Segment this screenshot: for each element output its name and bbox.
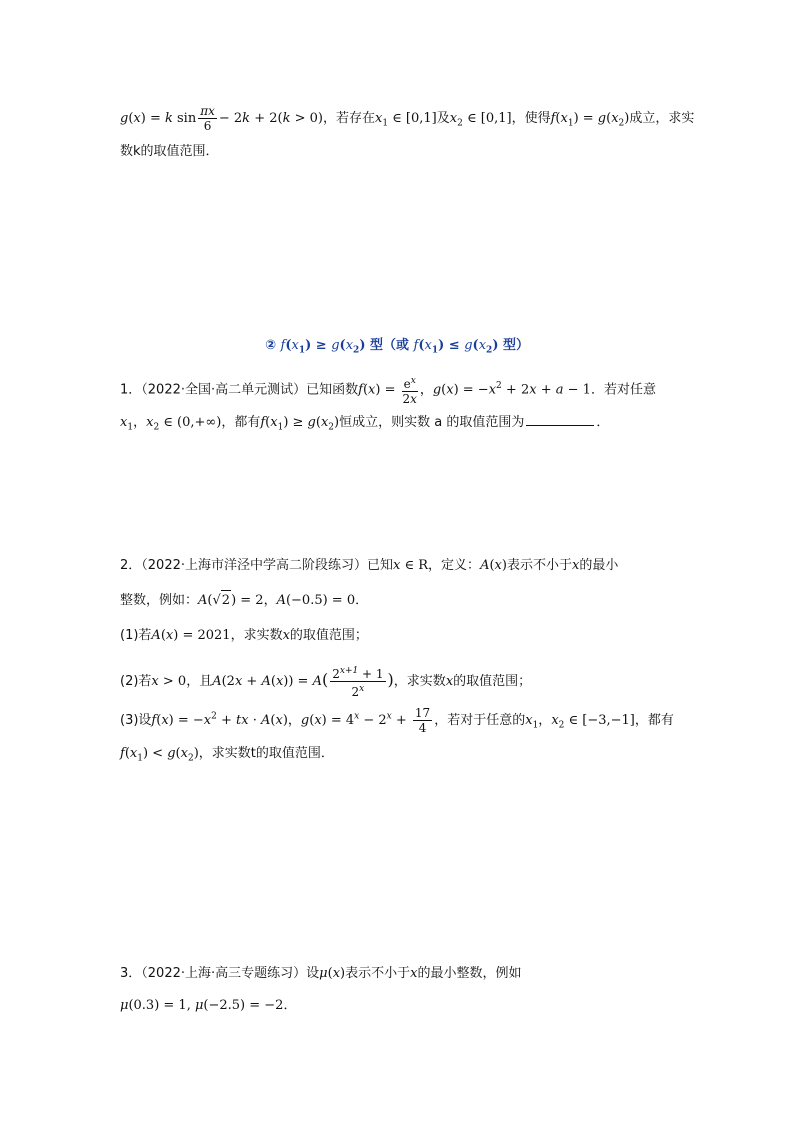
answer-blank[interactable] [526, 413, 594, 426]
intro-text-d: 成立，求实 [629, 111, 695, 126]
problem-3-line-1: 3．（2022·上海·高三专题练习）设μ(x)表示不小于x的最小整数，例如 [120, 966, 522, 981]
problem-2-q3-line-2: $f(x_1) < g(x_2)$，求实数t的取值范围． [120, 746, 334, 764]
problem-2-number: 2． [120, 558, 142, 573]
problem-1-line-2: $x_1$，$x_2$ ∈ (0,+∞)，都有$f(x_1) \ge g(x_2)$恒成立，则实数 a 的取值范围为 ． [120, 415, 610, 433]
intro-line-1: g(x) = k sin $\frac{\pi x}{6}$ − 2k + 2(k > 0)，若存在$x_1$ ∈ [0,1]及$x_2$ ∈ [0,1]，使得$f(x_1) = g(x_2)$成立，求实 [120, 104, 695, 133]
intro-line-2 [120, 142, 219, 162]
fraction-ex-2x: $\frac{e^x}{2x}$ [402, 376, 417, 406]
problem-2-q3: (3)设$f(x) = -x^2$ + tx · A(x)，$g(x) = 4^x - 2^x$ + $\frac{17}{4}$ ，若对于任意的$x_1$，$x_2$ ∈ [−3,−1]，都有 [120, 706, 674, 735]
fraction-2x1-2x: $\frac{2^{x+1} + 1}{2^x}$ [332, 666, 384, 699]
sqrt-2: 2 [221, 590, 231, 611]
problem-2-source: （2022·上海市洋泾中学高二阶段练习） [141, 558, 367, 573]
math-g-def: g [120, 111, 129, 126]
problem-2-q2: (2)若x > 0，且A(2x + A(x)) = A( $\frac{2^{x+1} + 1}{2^x}$ )，求实数x的取值范围； [120, 666, 532, 699]
heading-circled-number: ② [264, 338, 276, 353]
intro-text-a: ，若存在 [322, 111, 375, 126]
problem-1-source: （2022·全国·高二单元测试） [141, 382, 307, 398]
problem-1-line-1: 1．（2022·全国·高二单元测试）已知函数f(x) = $\frac{e^x}{2x}$ ，$g(x) = -x^2 + 2x + a - 1$．若对任意 [120, 376, 656, 406]
section-heading: ② $f(x_1) \ge g(x_2)$ 型（或 $f(x_1) \le g(x_2)$ 型） [264, 338, 529, 356]
problem-2-q1: (1)若A(x) = 2021，求实数x的取值范围； [120, 628, 368, 643]
problem-3-source: （2022·上海·高三专题练习） [141, 966, 307, 981]
heading-text-mid: 型（或 [365, 338, 414, 353]
problem-3-number: 3． [120, 966, 142, 981]
heading-text-suffix: 型） [498, 338, 529, 353]
problem-1-number: 1． [120, 382, 142, 398]
intro-text-c: ，使得 [511, 111, 551, 126]
problem-2-line-1: 2．（2022·上海市洋泾中学高二阶段练习）已知x ∈ R，定义：A(x)表示不小于x的最小 [120, 558, 619, 573]
fraction-17-4: $\frac{17}{4}$ [414, 706, 431, 735]
intro-text-l2: 数k的取值范围． [120, 144, 219, 159]
intro-text-b: 及 [436, 111, 450, 126]
problem-3-line-2: μ(0.3) = 1, μ(−2.5) = −2． [120, 998, 297, 1013]
problem-2-line-2: 整数，例如：A(√2) = 2，A(−0.5) = 0． [120, 590, 368, 611]
fraction-pix-6: $\frac{\pi x}{6}$ [200, 104, 215, 133]
